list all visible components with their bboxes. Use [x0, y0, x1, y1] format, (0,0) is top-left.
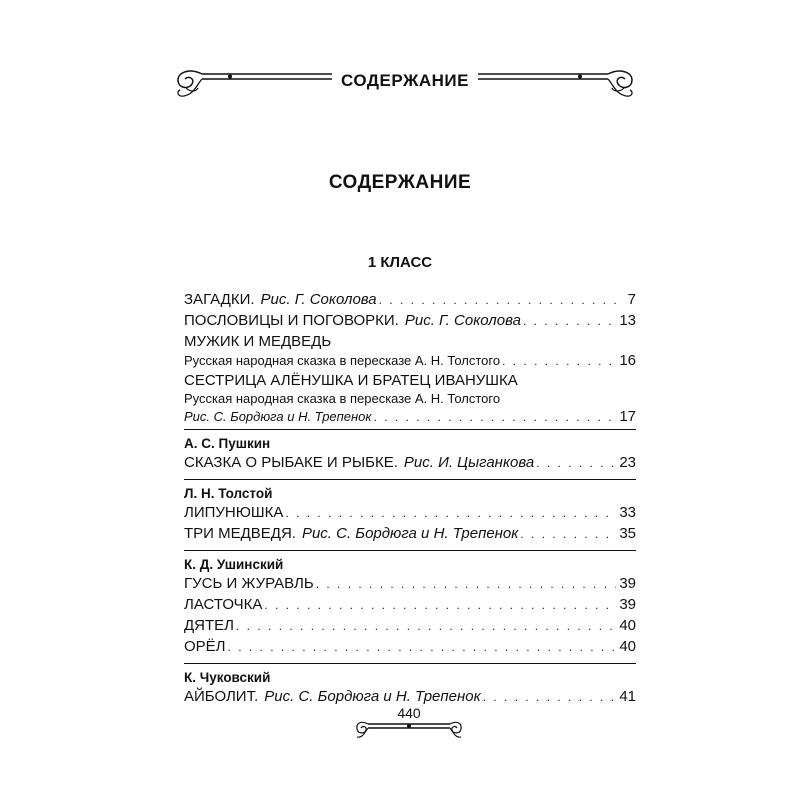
entry-page: 7	[627, 291, 636, 308]
toc-entry-lipunyushka[interactable]	[184, 504, 636, 525]
dot-leader	[520, 527, 616, 541]
dot-leader	[264, 598, 616, 612]
author-heading: К. Д. Ушинский	[184, 557, 284, 572]
entry-subline	[184, 352, 636, 369]
dot-leader	[285, 506, 616, 520]
entry-page: 35	[619, 525, 636, 542]
page-number: 440	[397, 705, 421, 721]
toc-entry-rybak[interactable]	[184, 454, 636, 475]
entry-page: 13	[619, 312, 636, 329]
dot-leader	[502, 354, 616, 368]
toc-entry-lastochka[interactable]	[184, 596, 636, 617]
page-footer	[354, 702, 464, 740]
entry-title: ГУСЬ И ЖУРАВЛЬ	[184, 575, 314, 592]
entry-illustrator: Рис. И. Цыганкова	[403, 454, 535, 471]
entry-title: ОРЁЛ	[184, 638, 226, 655]
author-heading: Л. Н. Толстой	[184, 486, 273, 501]
toc-entry-muzhik[interactable]	[184, 333, 636, 369]
entry-page: 33	[619, 504, 636, 521]
dot-leader	[523, 314, 616, 328]
entry-page: 39	[619, 596, 636, 613]
author-heading: А. С. Пушкин	[184, 436, 271, 451]
entry-page: 40	[619, 638, 636, 655]
running-header	[172, 62, 638, 106]
dot-leader	[374, 410, 616, 424]
entry-page: 40	[619, 617, 636, 634]
toc-entry-tri-medvedya[interactable]	[184, 525, 636, 546]
header-title: СОДЕРЖАНИЕ	[341, 71, 469, 90]
entry-illustrator: Рис. С. Бордюга и Н. Трепенок	[184, 409, 372, 424]
table-of-contents	[184, 291, 636, 709]
dot-leader	[483, 690, 616, 704]
entry-title: СЕСТРИЦА АЛЁНУШКА И БРАТЕЦ ИВАНУШКА	[184, 372, 518, 389]
section-divider	[184, 429, 636, 430]
entry-title: СКАЗКА О РЫБАКЕ И РЫБКЕ.	[184, 454, 398, 471]
dot-leader	[316, 577, 616, 591]
entry-title: ТРИ МЕДВЕДЯ.	[184, 525, 296, 542]
entry-subtitle: Русская народная сказка в пересказе А. Н. Толстого	[184, 353, 501, 368]
entry-page: 17	[619, 408, 636, 425]
ornament-right-icon	[478, 62, 638, 106]
entry-page: 16	[619, 352, 636, 369]
entry-subline	[184, 408, 636, 425]
entry-title: АЙБОЛИТ.	[184, 688, 259, 705]
entry-title: МУЖИК И МЕДВЕДЬ	[184, 333, 332, 350]
entry-title: ПОСЛОВИЦЫ И ПОГОВОРКИ.	[184, 312, 399, 329]
entry-illustrator: Рис. Г. Соколова	[404, 312, 521, 329]
entry-subtitle: Русская народная сказка в пересказе А. Н. Толстого	[184, 391, 501, 406]
entry-title: ЛАСТОЧКА	[184, 596, 263, 613]
entry-illustrator: Рис. С. Бордюга и Н. Трепенок	[264, 688, 481, 705]
entry-illustrator: Рис. С. Бордюга и Н. Трепенок	[301, 525, 519, 542]
section-divider	[184, 663, 636, 664]
section-divider	[184, 550, 636, 551]
entry-illustrator: Рис. Г. Соколова	[260, 291, 377, 308]
entry-page: 41	[619, 688, 636, 705]
page-title: СОДЕРЖАНИЕ	[328, 172, 472, 193]
entry-title: ЛИПУНЮШКА	[184, 504, 284, 521]
dot-leader	[379, 293, 616, 307]
toc-entry-gus[interactable]	[184, 575, 636, 596]
toc-entry-zagadki[interactable]	[184, 291, 636, 312]
toc-entry-dyatel[interactable]	[184, 617, 636, 638]
dot-leader	[236, 619, 616, 633]
toc-entry-poslovitsy[interactable]	[184, 312, 636, 333]
entry-title: ЗАГАДКИ.	[184, 291, 255, 308]
entry-title: ДЯТЕЛ	[184, 617, 235, 634]
dot-leader	[536, 456, 616, 470]
entry-page: 23	[619, 454, 636, 471]
entry-page: 39	[619, 575, 636, 592]
toc-entry-sestritsa[interactable]	[184, 372, 636, 425]
dot-leader	[228, 640, 616, 654]
toc-entry-oryol[interactable]	[184, 638, 636, 659]
author-heading: К. Чуковский	[184, 670, 271, 685]
section-divider	[184, 479, 636, 480]
section-title: 1 КЛАСС	[367, 254, 433, 271]
